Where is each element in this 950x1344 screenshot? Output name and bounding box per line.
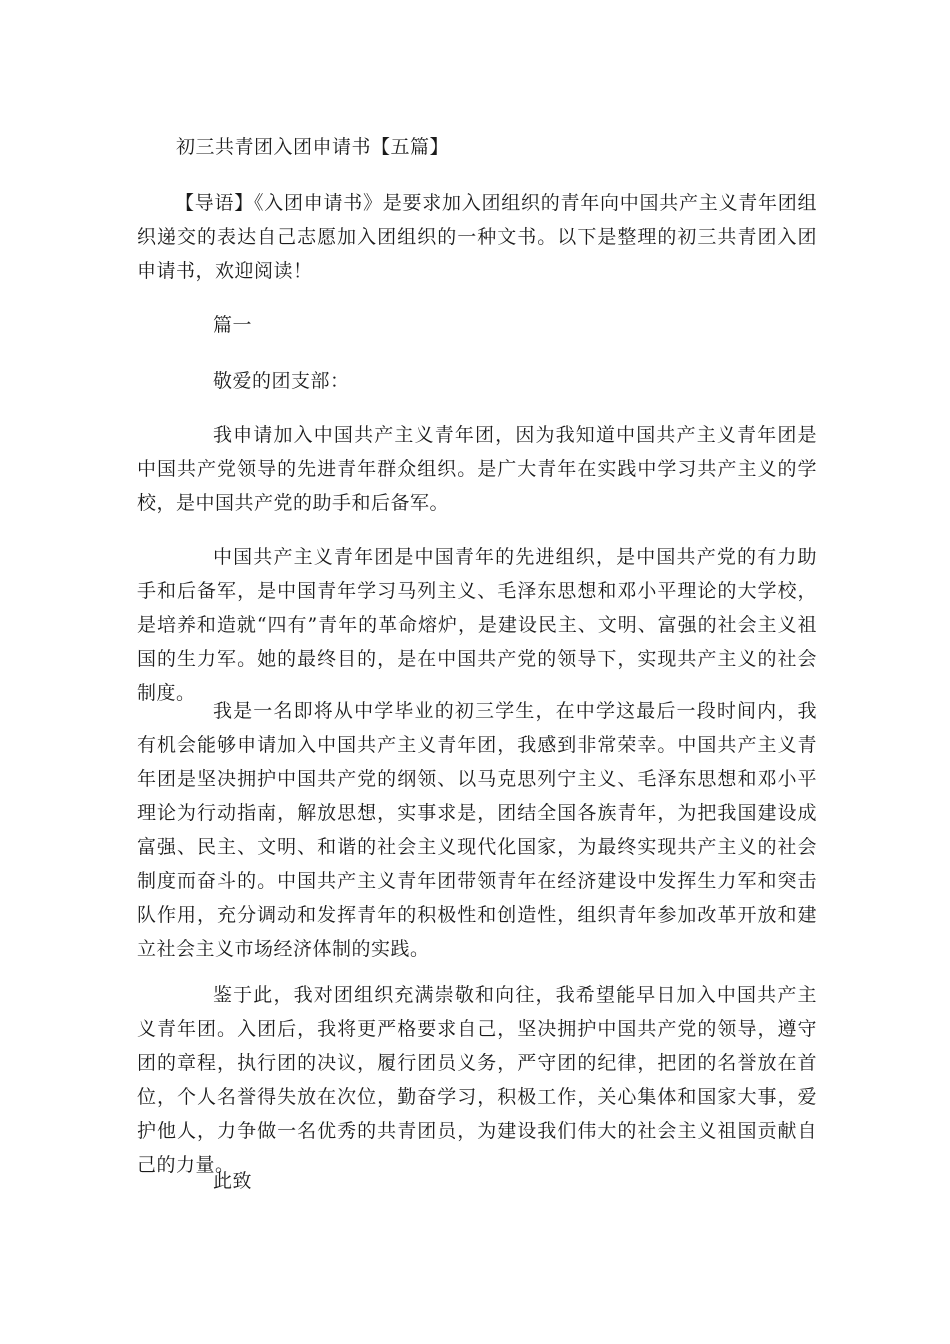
body-paragraph-4: 鉴于此，我对团组织充满崇敬和向往，我希望能早日加入中国共产主义青年团。入团后，我将更严格要求自己，坚决拥护中国共产党的领导，遵守团的章程，执行团的决议，履行团员义务，严守团的纪律，把团的名誉放在首位，个人名誉得失放在次位，勤奋学习，积极工作，关心集体和国家大事，爱护他人，力争做一名优秀的共青团员，为建设我们伟大的社会主义祖国贡献自己的力量。 [137, 984, 817, 1176]
closing-line: 此致 [213, 1170, 253, 1192]
salutation: 敬爱的团支部： [213, 370, 350, 392]
document-title: 初三共青团入团申请书【五篇】 [176, 136, 450, 158]
section-label: 篇一 [213, 314, 253, 336]
intro-paragraph: 【导语】《入团申请书》是要求加入团组织的青年向中国共产主义青年团组织递交的表达自己志愿加入团组织的一种文书。以下是整理的初三共青团入团申请书，欢迎阅读！ [137, 192, 817, 282]
body-paragraph-2: 中国共产主义青年团是中国青年的先进组织，是中国共产党的有力助手和后备军，是中国青年学习马列主义、毛泽东思想和邓小平理论的大学校，是培养和造就“四有”青年的革命熔炉，是建设民主、文明、富强的社会主义祖国的生力军。她的最终目的，是在中国共产党的领导下，实现共产主义的社会制度。 [137, 546, 817, 704]
body-paragraph-1: 我申请加入中国共产主义青年团，因为我知道中国共产主义青年团是中国共产党领导的先进青年群众组织。是广大青年在实践中学习共产主义的学校，是中国共产党的助手和后备军。 [137, 424, 817, 514]
body-paragraph-3: 我是一名即将从中学毕业的初三学生，在中学这最后一段时间内，我有机会能够申请加入中国共产主义青年团，我感到非常荣幸。中国共产主义青年团是坚决拥护中国共产党的纲领、以马克思列宁主义、毛泽东思想和邓小平理论为行动指南，解放思想，实事求是，团结全国各族青年，为把我国建设成富强、民主、文明、和谐的社会主义现代化国家，为最终实现共产主义的社会制度而奋斗的。中国共产主义青年团带领青年在经济建设中发挥生力军和突击队作用，充分调动和发挥青年的积极性和创造性，组织青年参加改革开放和建立社会主义市场经济体制的实践。 [137, 700, 817, 960]
